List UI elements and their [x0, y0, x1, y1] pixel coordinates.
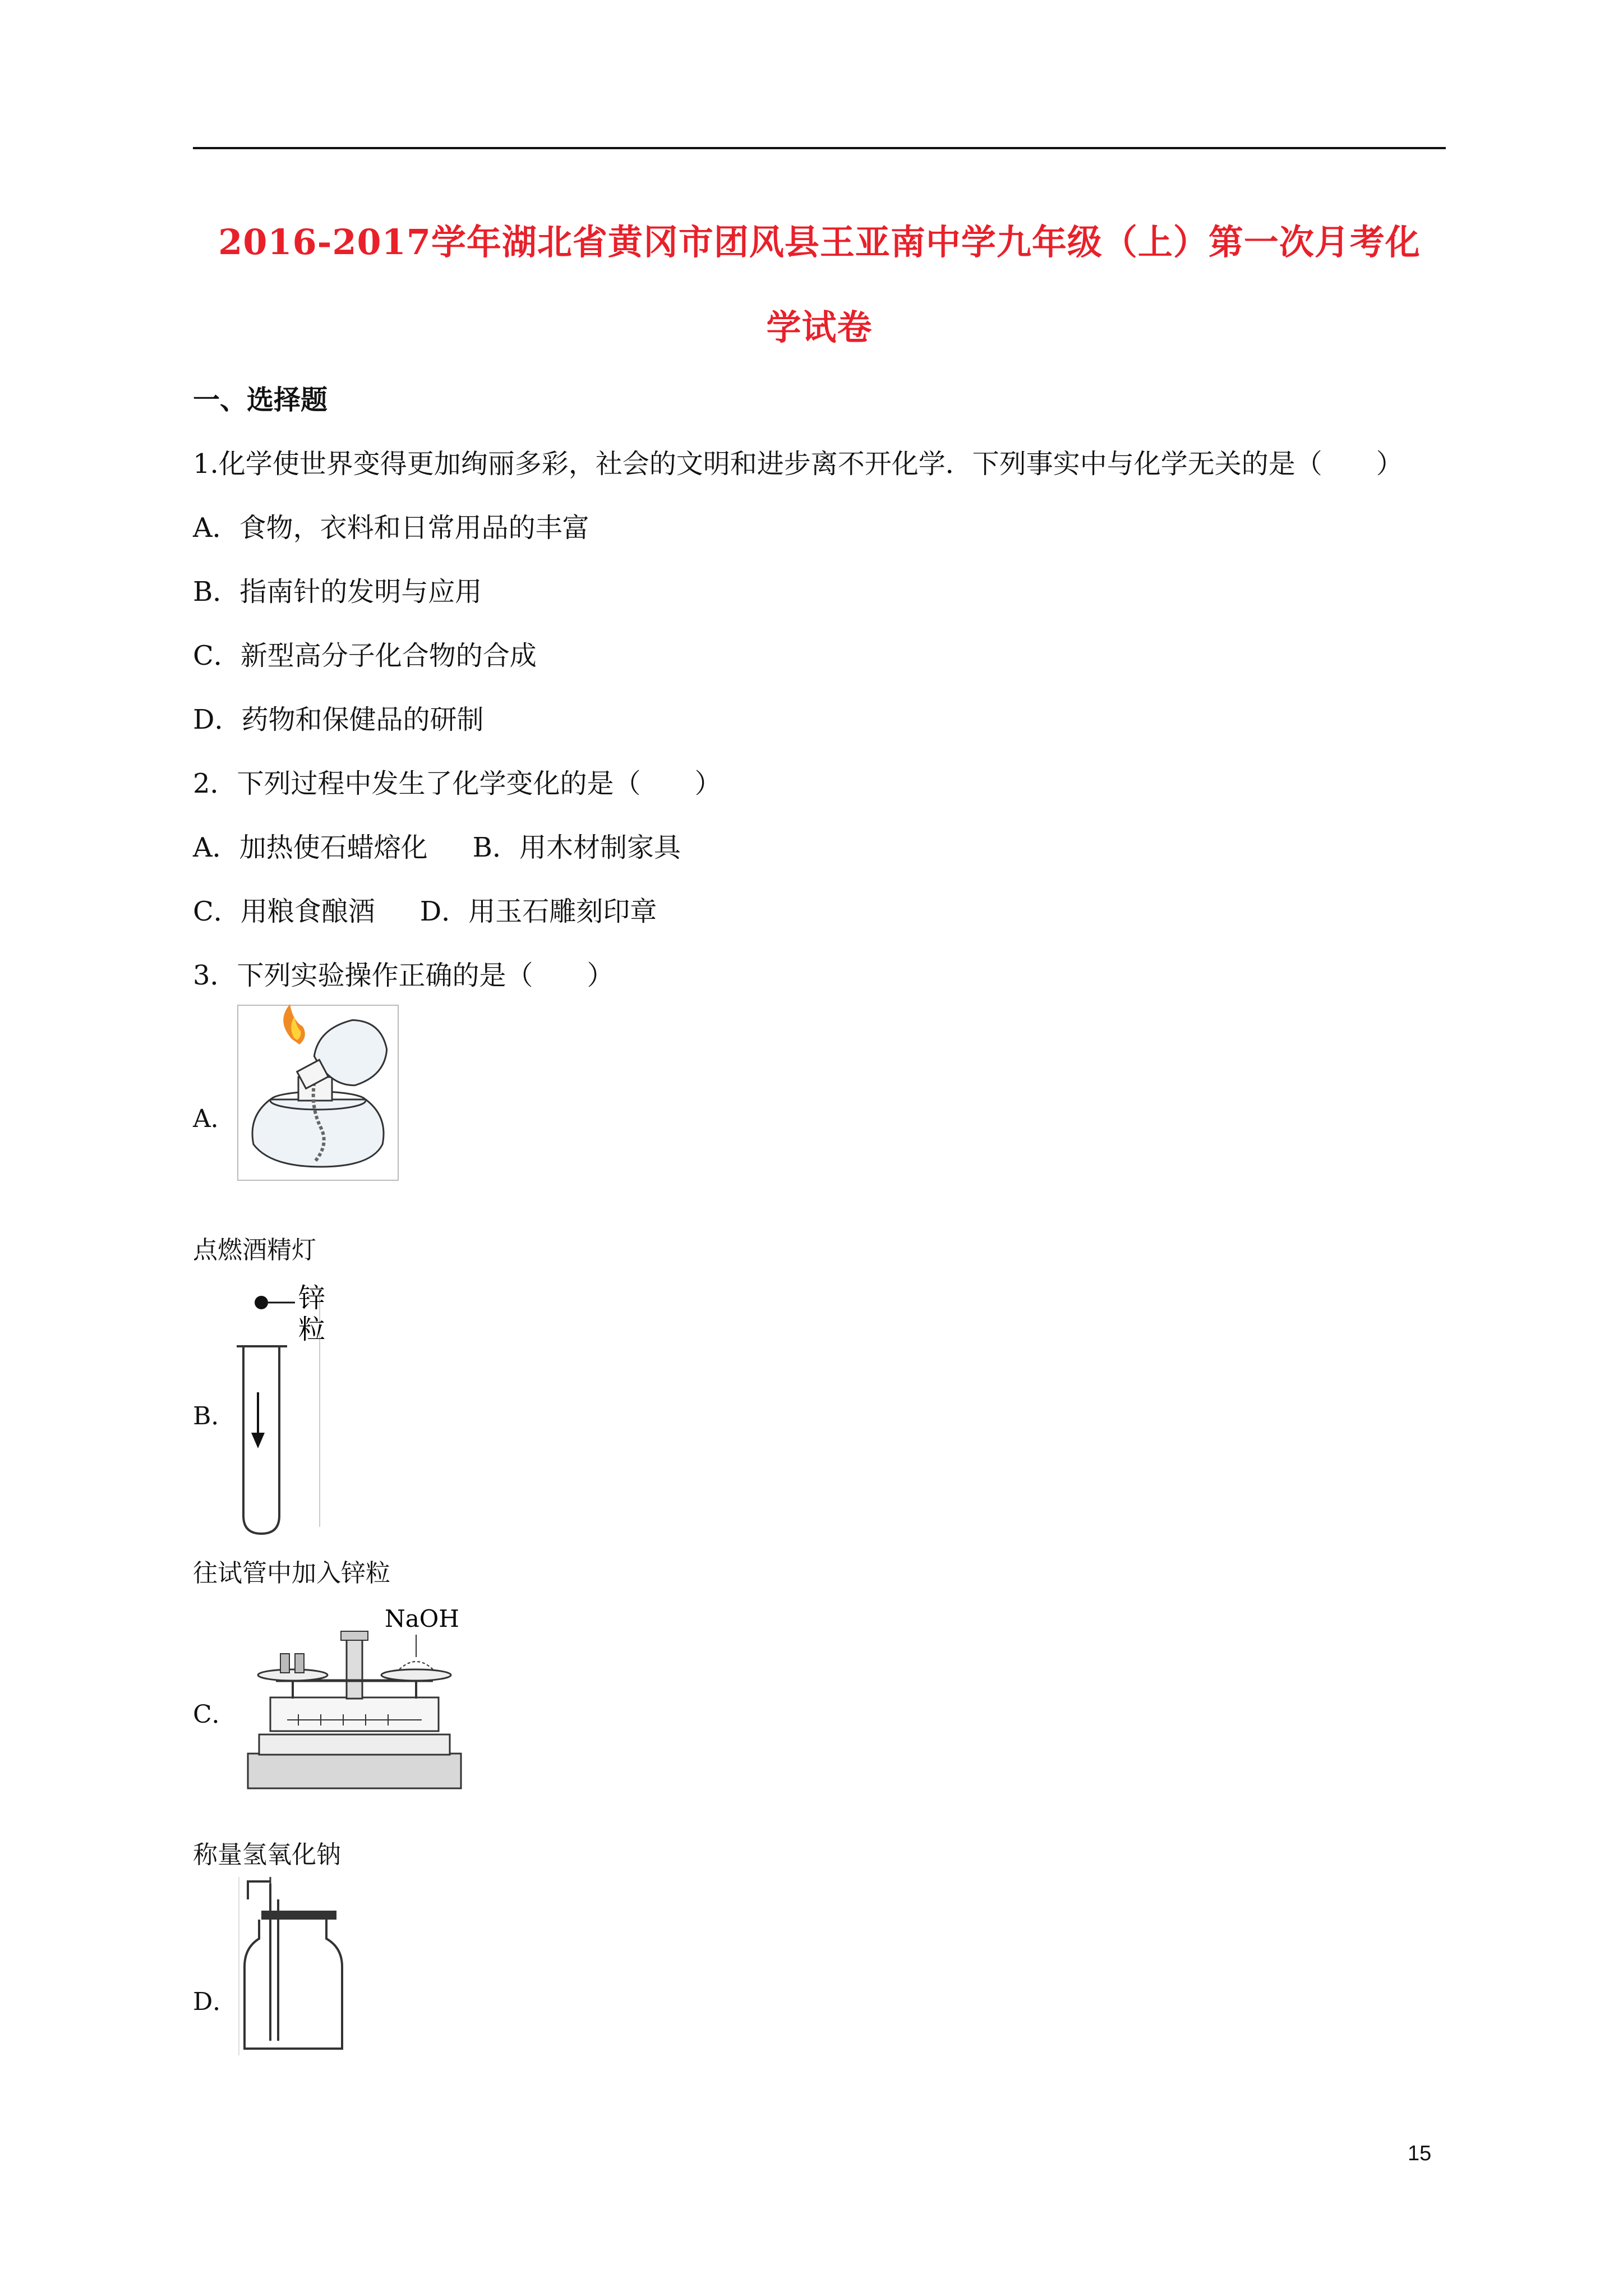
- balance-figure: [237, 1602, 472, 1793]
- q1-option-c: C．新型高分子化合物的合成: [193, 640, 537, 671]
- q1-option-b: B．指南针的发明与应用: [193, 576, 482, 608]
- q3-option-b-label: B．: [193, 1402, 236, 1430]
- q1-stem: 1.化学使世界变得更加绚丽多彩，社会的文明和进步离不开化学．下列事实中与化学无关的是（ ）: [193, 448, 1403, 480]
- q3-option-a-label: A．: [193, 1105, 236, 1133]
- test-tube-figure: [237, 1280, 328, 1539]
- exam-title-line1: 2016-2017学年湖北省黄冈市团风县王亚南中学九年级（上）第一次月考化: [218, 222, 1421, 263]
- q2-options-row2: [193, 890, 657, 928]
- q2-stem: 2．下列过程中发生了化学变化的是（ ）: [193, 768, 722, 799]
- q3-option-c-caption: 称量氢氧化钠: [193, 1841, 341, 1869]
- page-number: 15: [1408, 2142, 1432, 2165]
- q2-option-b: B．用木材制家具: [472, 832, 681, 863]
- gas-bottle-figure: [237, 1877, 347, 2055]
- q2-options-row1: [193, 826, 681, 864]
- section-heading: 一、选择题: [193, 384, 328, 416]
- q3-option-b-caption: 往试管中加入锌粒: [193, 1559, 390, 1588]
- exam-title-line2: 学试卷: [766, 307, 873, 348]
- q2-option-c: C．用粮食酿酒: [193, 896, 375, 927]
- header-rule: [193, 147, 1446, 149]
- q1-option-d: D．药物和保健品的研制: [193, 704, 484, 735]
- q2-option-a: A．加热使石蜡熔化: [193, 832, 428, 863]
- alcohol-lamp-figure: [237, 1004, 399, 1181]
- q3-stem: 3．下列实验操作正确的是（ ）: [193, 960, 614, 991]
- q3-option-a-caption: 点燃酒精灯: [193, 1236, 316, 1264]
- q1-option-a: A．食物，衣料和日常用品的丰富: [193, 512, 589, 544]
- zinc-label-char1: 锌: [298, 1282, 326, 1314]
- q2-option-d: D．用玉石雕刻印章: [419, 896, 657, 927]
- q3-option-d-label: D．: [193, 1987, 238, 2016]
- q3-option-c-label: C．: [193, 1700, 237, 1729]
- naoh-label: NaOH: [385, 1605, 459, 1632]
- zinc-label-char2: 粒: [298, 1314, 326, 1345]
